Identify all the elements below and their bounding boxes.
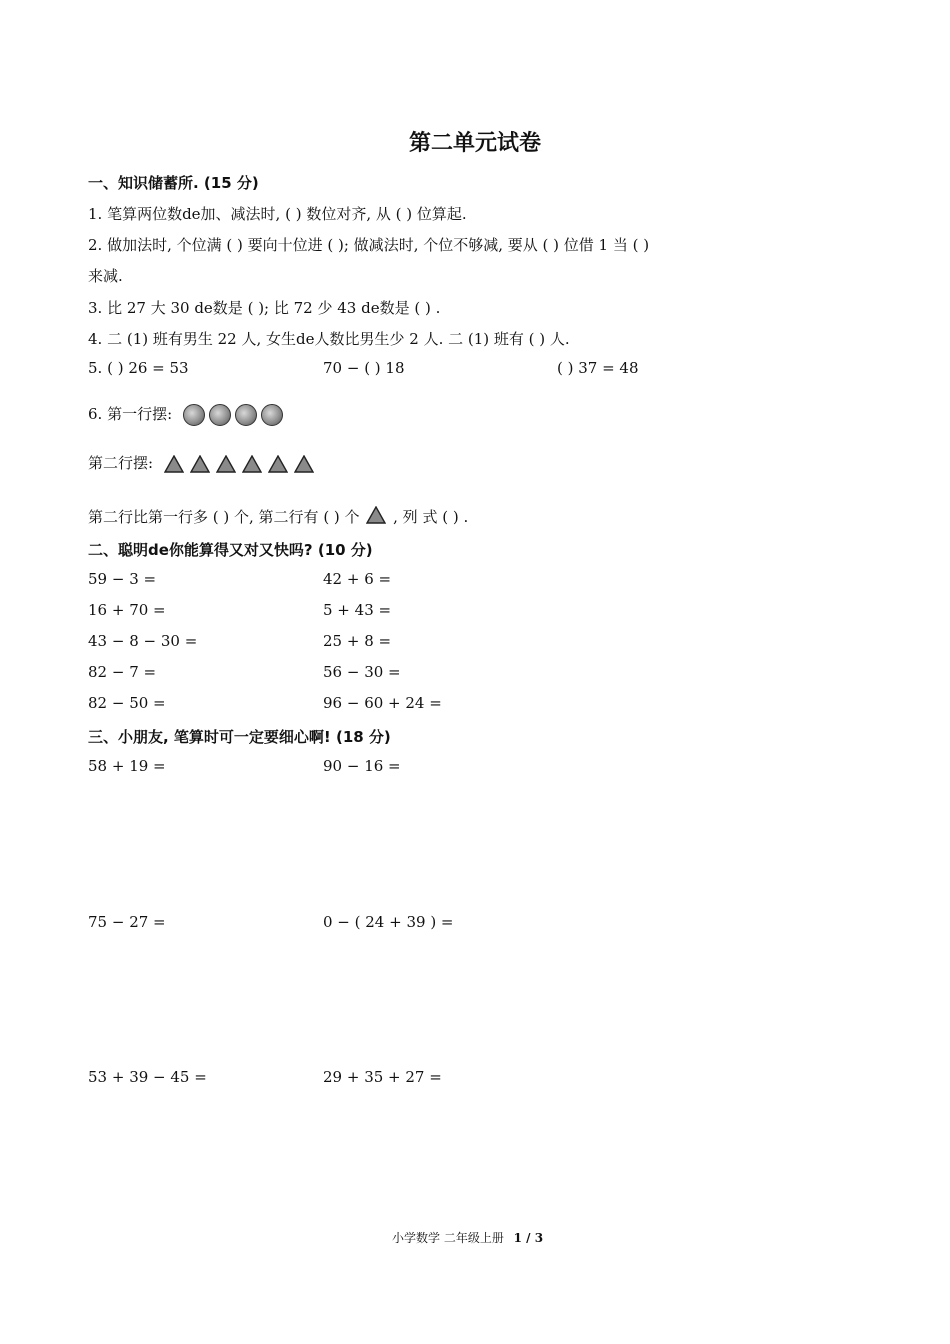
circle-icon	[261, 404, 283, 426]
written-calc-6: 29 + 35 + 27 =	[323, 1068, 442, 1086]
circle-group	[183, 404, 283, 426]
calc-right-3: 25 + 8 =	[323, 632, 392, 650]
written-calc-5: 53 + 39 − 45 =	[88, 1068, 207, 1086]
circle-icon	[235, 404, 257, 426]
triangle-icon	[294, 455, 314, 473]
triangle-icon	[366, 506, 386, 524]
triangle-icon	[190, 455, 210, 473]
written-calc-1: 58 + 19 =	[88, 757, 166, 775]
circle-icon	[209, 404, 231, 426]
calc-right-5: 96 − 60 + 24 =	[323, 694, 442, 712]
calc-right-1: 42 + 6 =	[323, 570, 392, 588]
question-1: 1. 笔算两位数de加、减法时, ( ) 数位对齐, 从 ( ) 位算起.	[88, 205, 467, 223]
calc-left-5: 82 − 50 =	[88, 694, 166, 712]
question-5-part-a: 5. ( ) 26 = 53	[88, 359, 189, 377]
page-footer	[392, 1229, 543, 1246]
footer-subject: 小学数学 二年级上册	[392, 1231, 504, 1245]
question-3: 3. 比 27 大 30 de数是 ( ); 比 72 少 43 de数是 ( ) .	[88, 299, 441, 317]
question-2-line-1: 2. 做加法时, 个位满 ( ) 要向十位进 ( ); 做减法时, 个位不够减, 要从 ( ) 位借 1 当 ( )	[88, 236, 650, 254]
triangle-group	[164, 455, 314, 473]
question-5-part-b: 70 − ( ) 18	[323, 359, 405, 377]
written-calc-3: 75 − 27 =	[88, 913, 166, 931]
row-2-label: 第二行摆:	[88, 454, 154, 472]
question-6-text-a: 第二行比第一行多 ( ) 个, 第二行有 ( ) 个	[88, 508, 360, 526]
triangle-icon	[164, 455, 184, 473]
triangle-icon	[242, 455, 262, 473]
calc-left-3: 43 − 8 − 30 =	[88, 632, 198, 650]
triangle-icon	[268, 455, 288, 473]
question-4: 4. 二 (1) 班有男生 22 人, 女生de人数比男生少 2 人. 二 (1) 班有 ( ) 人.	[88, 330, 570, 348]
calc-left-4: 82 − 7 =	[88, 663, 157, 681]
section-2-heading: 二、聪明de你能算得又对又快吗? (10 分)	[88, 541, 373, 559]
question-2-line-2: 来减.	[88, 267, 123, 285]
calc-left-1: 59 − 3 =	[88, 570, 157, 588]
circle-icon	[183, 404, 205, 426]
question-6-row-2	[88, 452, 314, 473]
calc-right-4: 56 − 30 =	[323, 663, 401, 681]
question-6-text-c: 式 ( ) .	[422, 508, 469, 526]
calc-left-2: 16 + 70 =	[88, 601, 166, 619]
written-calc-4: 0 − ( 24 + 39 ) =	[323, 913, 454, 931]
section-1-heading: 一、知识储蓄所. (15 分)	[88, 174, 259, 192]
question-6-tail	[88, 506, 468, 527]
question-5-part-c: ( ) 37 = 48	[557, 359, 639, 377]
page-number: 1 / 3	[513, 1231, 544, 1245]
row-1-label: 6. 第一行摆:	[88, 405, 173, 423]
question-6-text-b: , 列	[393, 508, 418, 526]
page-title: 第二单元试卷	[408, 130, 541, 156]
question-6-row-1	[88, 403, 283, 426]
calc-right-2: 5 + 43 =	[323, 601, 392, 619]
written-calc-2: 90 − 16 =	[323, 757, 401, 775]
triangle-icon	[216, 455, 236, 473]
section-3-heading: 三、小朋友, 笔算时可一定要细心啊! (18 分)	[88, 728, 391, 746]
